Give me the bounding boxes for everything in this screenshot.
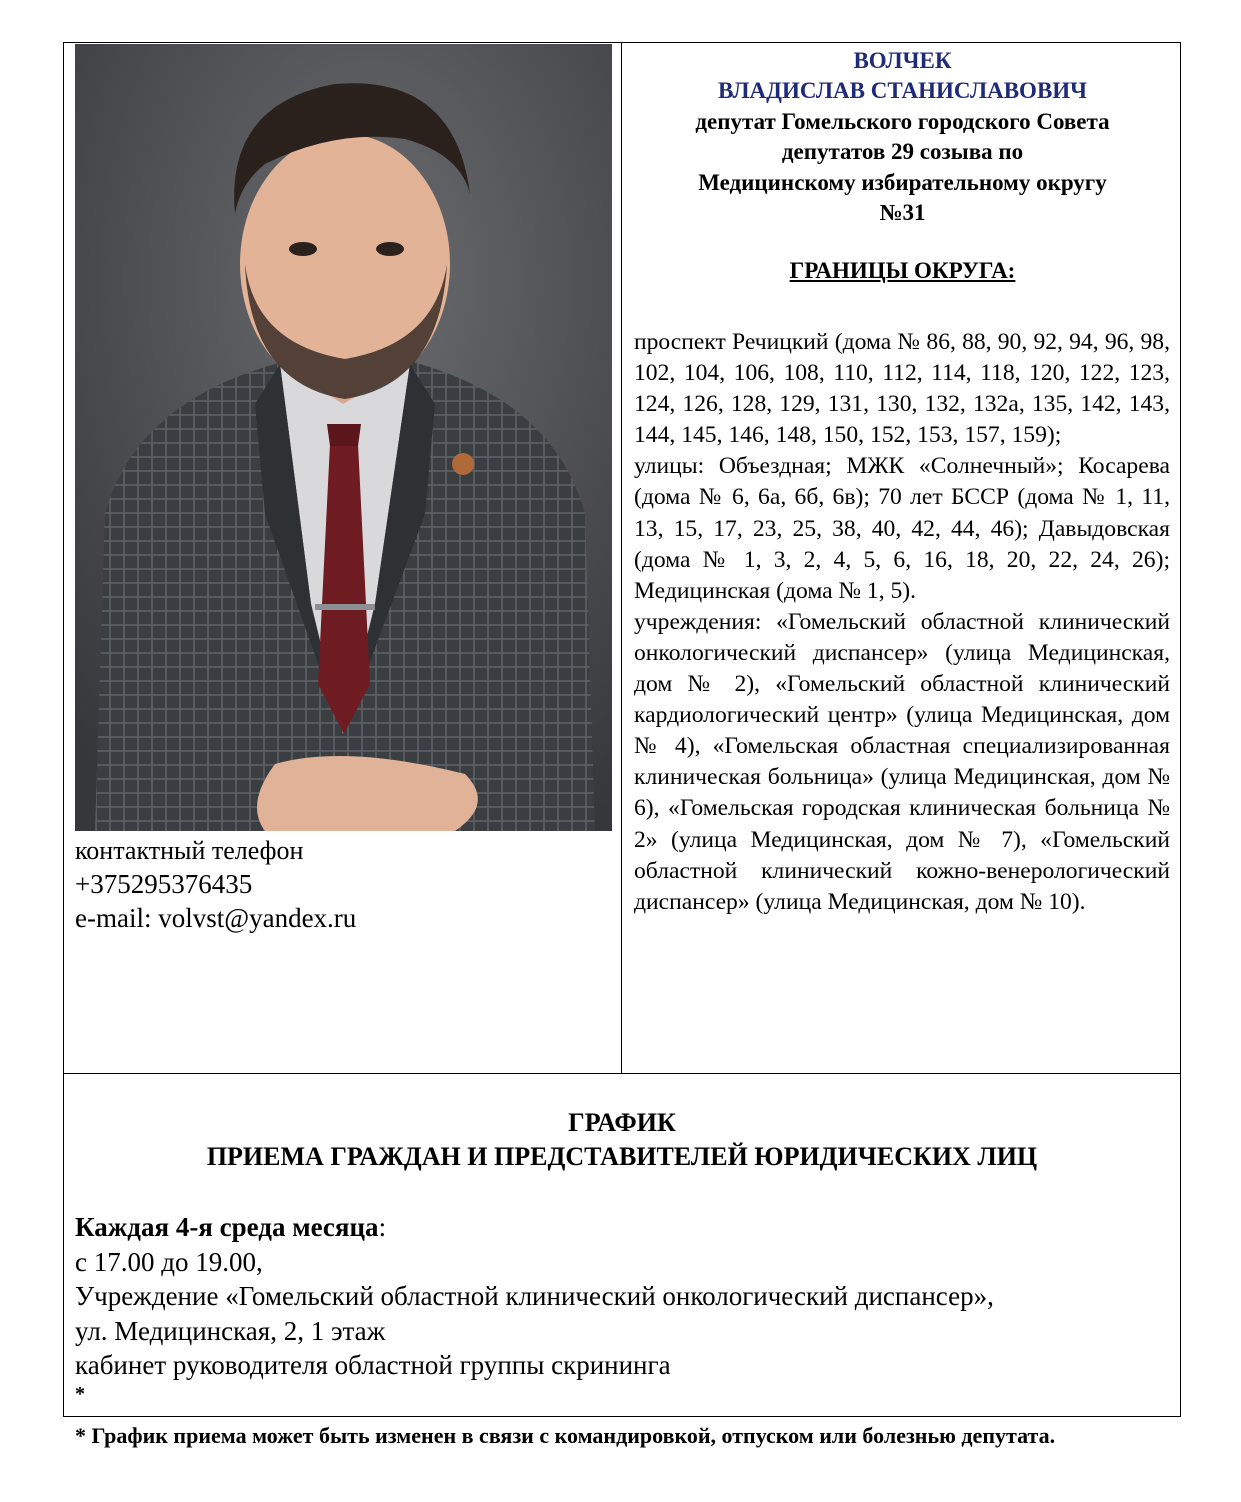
- email-line: e-mail: volvst@yandex.ru: [75, 903, 357, 933]
- boundaries-heading: ГРАНИЦЫ ОКРУГА:: [789, 258, 1016, 284]
- footnote-marker: *: [75, 1382, 85, 1405]
- deputy-title-line: депутат Гомельского городского Совета: [695, 108, 1110, 134]
- reception-time: с 17.00 до 19.00,: [75, 1246, 263, 1277]
- phone-number: +375295376435: [75, 869, 253, 899]
- footnote: * График приема может быть изменен в связи с командировкой, отпуском или болезнью депутата.: [75, 1423, 1056, 1448]
- portrait-photo: [75, 44, 612, 831]
- contact-block: [75, 835, 615, 935]
- reception-address: ул. Медицинская, 2, 1 этаж: [75, 1315, 386, 1346]
- column-divider: [621, 42, 622, 1074]
- reception-institution: Учреждение «Гомельский областной клинический онкологический диспансер»,: [75, 1281, 994, 1311]
- row-divider: [63, 1073, 1181, 1074]
- schedule-subtitle: ПРИЕМА ГРАЖДАН И ПРЕДСТАВИТЕЛЕЙ ЮРИДИЧЕСКИХ ЛИЦ: [206, 1142, 1038, 1171]
- deputy-header: [634, 46, 1171, 287]
- streets-paragraph: улицы: Объездная; МЖК «Солнечный»; Косарева (дома № 6, 6а, 6б, 6в); 70 лет БССР (дома № 1, 11, 13, 15, 17, 23, 25, 38, 40, 42, 44, 46); Давыдовская (дома № 1, 3, 2, 4, 5, 6, 16, 18, 20, 22, 24, 26); Медицинская (дома № 1, 5).: [634, 453, 1170, 604]
- phone-label: контактный телефон: [75, 836, 304, 865]
- reception-day-line: [75, 1210, 1175, 1245]
- portrait-icon: [75, 44, 612, 831]
- deputy-title-line: депутатов 29 созыва по: [781, 139, 1024, 165]
- avenue-paragraph: проспект Речицкий (дома № 86, 88, 90, 92, 94, 96, 98, 102, 104, 106, 108, 110, 112, 114, 118, 120, 122, 123, 124, 126, 128, 129, 131, 130, 132, 132а, 135, 142, 143, 144, 145, 146, 148, 150, 152, 153, 157, 159);: [634, 329, 1170, 449]
- schedule-heading: [63, 1106, 1181, 1174]
- reception-room: кабинет руководителя областной группы скрининга: [75, 1350, 671, 1380]
- deputy-title-line: Медицинскому избирательному округу: [698, 169, 1107, 195]
- boundaries-text: [634, 327, 1170, 918]
- deputy-surname: ВОЛЧЕК: [853, 48, 952, 73]
- reception-day-colon: :: [378, 1212, 387, 1242]
- deputy-given-names: ВЛАДИСЛАВ СТАНИСЛАВОВИЧ: [717, 78, 1088, 104]
- district-number: №31: [879, 200, 926, 226]
- schedule-body: [75, 1210, 1175, 1405]
- reception-day: Каждая 4-я среда месяца: [75, 1212, 379, 1242]
- institutions-paragraph: учреждения: «Гомельский областной клинический онкологический диспансер» (улица Медицинская, дом № 2), «Гомельский областной клинический кардиологический центр» (улица Медицинская, дом № 4), «Гомельская областная специализированная клиническая больница» (улица Медицинская, дом № 6), «Гомельская городская клиническая больница № 2» (улица Медицинская, дом № 7), «Гомельский областной клинический кожно-венерологический диспансер» (улица Медицинская, дом № 10).: [634, 608, 1170, 915]
- schedule-title: ГРАФИК: [568, 1108, 676, 1137]
